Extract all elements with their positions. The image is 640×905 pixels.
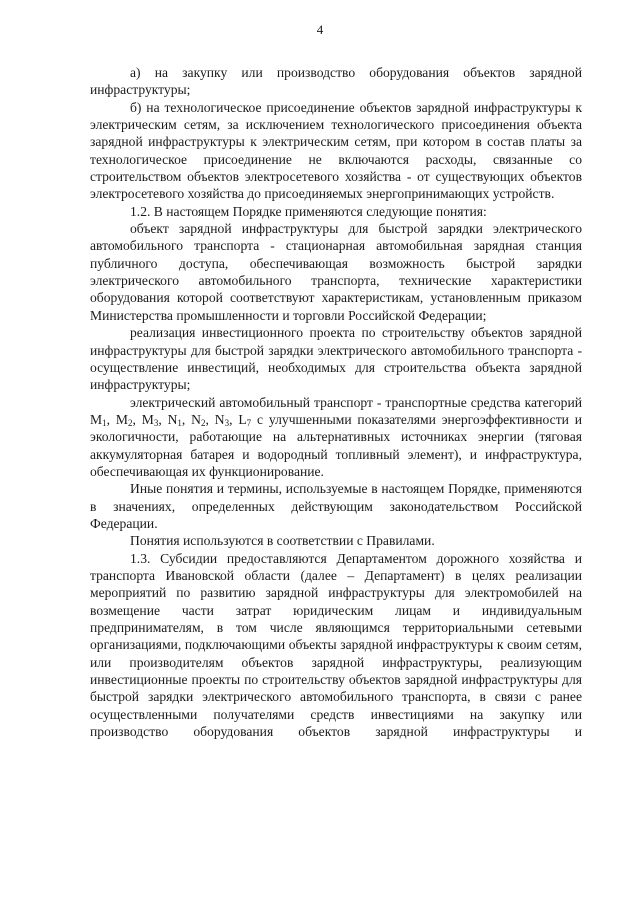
- paragraph-definition-electric-vehicle: [90, 394, 582, 481]
- document-body: [90, 64, 582, 740]
- paragraph-definition-charging-object: объект зарядной инфраструктуры для быстрой зарядки электрического автомобильного транспорта - стационарная автомобильная зарядная станция публичного доступа, обеспечивающая возможность быстрой зарядки электрического автомобильного транспорта, технические характеристики оборудования которой соответствуют характеристикам, установленным приказом Министерства промышленности и торговли Российской Федерации;: [90, 221, 582, 323]
- vehicle-category: $N_3$,: [214, 411, 233, 428]
- vehicle-category-list: [90, 412, 257, 427]
- paragraph-section-1-2: 1.2. В настоящем Порядке применяются следующие понятия:: [130, 203, 487, 219]
- paragraph-item-b: б) на технологическое присоединение объектов зарядной инфраструктуры к электрическим сетям, за исключением технологического присоединения объекта зарядной инфраструктуры к электрическим сетям, при котором в состав платы за технологическое присоединение не включаются расходы, связанные со строительством объектов электросетевого хозяйства - от существующих объектов электросетевого хозяйства до присоединяемых энергопринимающих устройств.: [90, 99, 582, 202]
- vehicle-definition-intro: электрический автомобильный транспорт - транспортные средства категорий: [130, 394, 582, 410]
- vehicle-category: $N_2$,: [191, 411, 209, 428]
- paragraph-item-a: а) на закупку или производство оборудования объектов зарядной инфраструктуры;: [90, 65, 582, 98]
- paragraph-terms-rules: Понятия используются в соответствии с Правилами.: [130, 533, 435, 549]
- vehicle-definition-rest: с улучшенными показателями энергоэффективности и экологичности, работающие на альтернативных источниках энергии (тяговая аккумуляторная батарея и водородный топливный элемент), и инфраструктура, обеспечивающая их функционирование.: [90, 411, 583, 479]
- paragraph-other-terms: Иные понятия и термины, используемые в настоящем Порядке, применяются в значениях, определенных действующим законодательством Российской Федерации.: [90, 481, 582, 531]
- page-number: 4: [316, 22, 324, 37]
- vehicle-category: $L_7$: [238, 411, 252, 428]
- vehicle-category: $M_2$,: [115, 411, 136, 428]
- vehicle-category: $N_1$,: [167, 411, 186, 428]
- paragraph-definition-investment-project: реализация инвестиционного проекта по строительству объектов зарядной инфраструктуры для быстрой зарядки электрического автомобильного транспорта - осуществление инвестиций, необходимых для строительства объекта зарядной инфраструктуры;: [90, 325, 582, 393]
- paragraph-section-1-3: 1.3. Субсидии предоставляются Департаментом дорожного хозяйства и транспорта Ивановской области (далее – Департамент) в целях реализации мероприятий по развитию зарядной инфраструктуры для электромобилей на возмещение части затрат юридическим лицам и индивидуальным предпринимателям, в том числе являющимся территориальными сетевыми организациями, подключающими объекты зарядной инфраструктуры к своим сетям, или производителям объектов зарядной инфраструктуры, реализующим инвестиционные проекты по строительству объектов зарядной инфраструктуры для быстрой зарядки электрического автомобильного транспорта, в связи с ранее осуществленными получателями средств инвестициями на закупку или производство оборудования объектов зарядной инфраструктуры и: [90, 550, 582, 740]
- vehicle-category: $M_3$,: [141, 411, 162, 428]
- vehicle-category: $M_1$,: [90, 411, 110, 428]
